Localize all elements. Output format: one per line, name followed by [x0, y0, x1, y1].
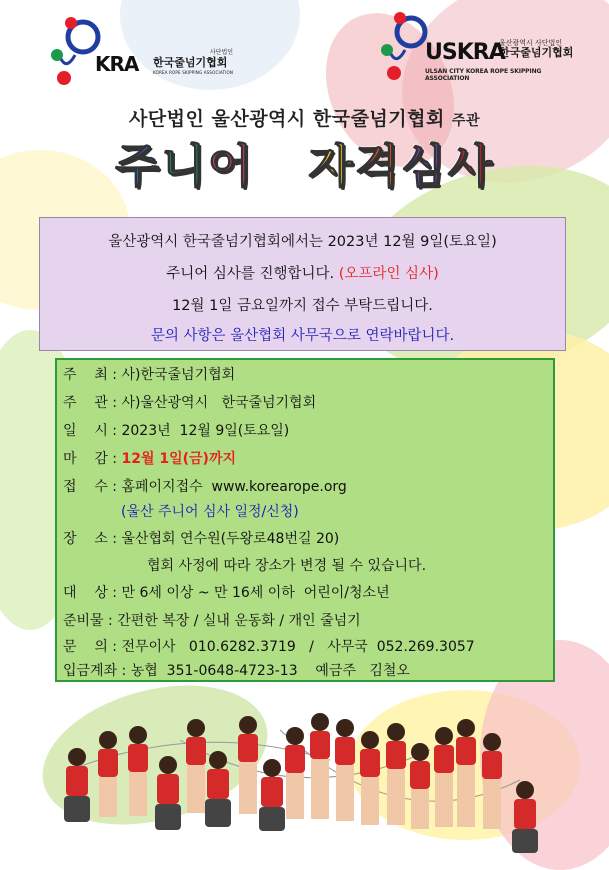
info-account-value: 농협 351-0648-4723-13 예금주 김철오	[130, 663, 410, 679]
info-organizer	[63, 392, 316, 412]
info-contact-value: 전무이사 010.6282.3719 / 사무국 052.269.3057	[121, 639, 475, 655]
kra-name-en: KOREA ROPE SKIPPING ASSOCIATION	[153, 70, 234, 75]
info-deadline	[63, 448, 236, 468]
info-host-label: 주 최 :	[63, 367, 118, 383]
kra-name-ko: 한국줄넘기협회	[153, 56, 228, 69]
title-char: 격	[354, 139, 402, 193]
uskra-label-top: 울산광역시 사단법인	[499, 39, 563, 47]
subtitle-main: 사단법인 울산광역시 한국줄넘기협회	[128, 108, 445, 130]
title-char: 주	[114, 139, 162, 193]
info-host-value: 사)한국줄넘기협회	[121, 367, 236, 383]
info-host	[63, 364, 235, 384]
kra-logo	[45, 15, 235, 90]
info-contact	[63, 636, 475, 656]
info-place-note: 협회 사정에 따라 장소가 변경 될 수 있습니다.	[147, 558, 427, 574]
info-place-value: 울산협회 연수원(두왕로48번길 20)	[121, 531, 340, 547]
info-date-value: 2023년 12월 9일(토요일)	[121, 423, 290, 439]
info-apply-label: 접 수 :	[63, 479, 118, 495]
info-target-value: 만 6세 이상 ~ 만 16세 이하 어린이/청소년	[121, 585, 390, 601]
notice-line-4: 문의 사항은 울산협회 사무국으로 연락바랍니다.	[150, 328, 455, 344]
kra-label-top: 사단법인	[209, 49, 234, 56]
title-char: 자	[308, 139, 355, 193]
title-char: 심	[401, 139, 448, 193]
info-box	[55, 358, 555, 682]
info-place-label: 장 소 :	[63, 531, 118, 547]
info-target	[63, 582, 390, 602]
notice-line-2	[40, 262, 565, 283]
info-account	[63, 660, 410, 680]
info-apply	[63, 476, 347, 496]
title-char: 어	[207, 139, 255, 193]
info-account-label: 입금계좌 :	[63, 663, 127, 679]
organizer-subtitle	[0, 104, 609, 131]
title-char: 사	[447, 139, 495, 193]
uskra-name-en: ULSAN CITY KOREA ROPE SKIPPING ASSOCIATION	[425, 68, 542, 82]
info-deadline-label: 마 감 :	[63, 451, 118, 467]
subtitle-suffix: 주관	[451, 113, 481, 129]
info-prep-value: 간편한 복장 / 실내 운동화 / 개인 줄넘기	[117, 613, 361, 629]
info-target-label: 대 상 :	[63, 585, 118, 601]
info-date-label: 일 시 :	[63, 423, 118, 439]
uskra-abbr: USKRA	[425, 40, 505, 65]
info-organizer-value: 사)울산광역시 한국줄넘기협회	[121, 395, 317, 411]
page-title	[0, 130, 609, 196]
uskra-name-ko: 한국줄넘기협회	[499, 46, 574, 59]
notice-offline-tag: (오프라인 심사)	[338, 266, 439, 282]
info-apply-note: (울산 주니어 심사 일정/신청)	[121, 504, 299, 520]
info-contact-label: 문 의 :	[63, 639, 118, 655]
info-prep	[63, 610, 361, 630]
info-deadline-value: 12월 1일(금)까지	[121, 451, 236, 467]
info-place	[63, 528, 339, 548]
notice-box	[39, 217, 566, 351]
uskra-logo	[378, 10, 578, 85]
group-photo	[0, 700, 609, 862]
title-char: 니	[161, 139, 208, 193]
uskra-logo-mark	[378, 10, 430, 85]
notice-line-1: 울산광역시 한국줄넘기협회에서는 2023년 12월 9일(토요일)	[108, 234, 497, 250]
person-figure	[64, 713, 538, 853]
info-date	[63, 420, 289, 440]
info-apply-value: 홈페이지접수 www.korearope.org	[121, 479, 347, 495]
info-organizer-label: 주 관 :	[63, 395, 118, 411]
info-prep-label: 준비물 :	[63, 613, 113, 629]
uskra-name	[499, 38, 573, 58]
kra-abbr: KRA	[95, 52, 139, 76]
kra-name	[153, 48, 233, 78]
notice-line-2-main: 주니어 심사를 진행합니다.	[166, 266, 335, 282]
notice-line-3: 12월 1일 금요일까지 접수 부탁드립니다.	[172, 298, 433, 314]
